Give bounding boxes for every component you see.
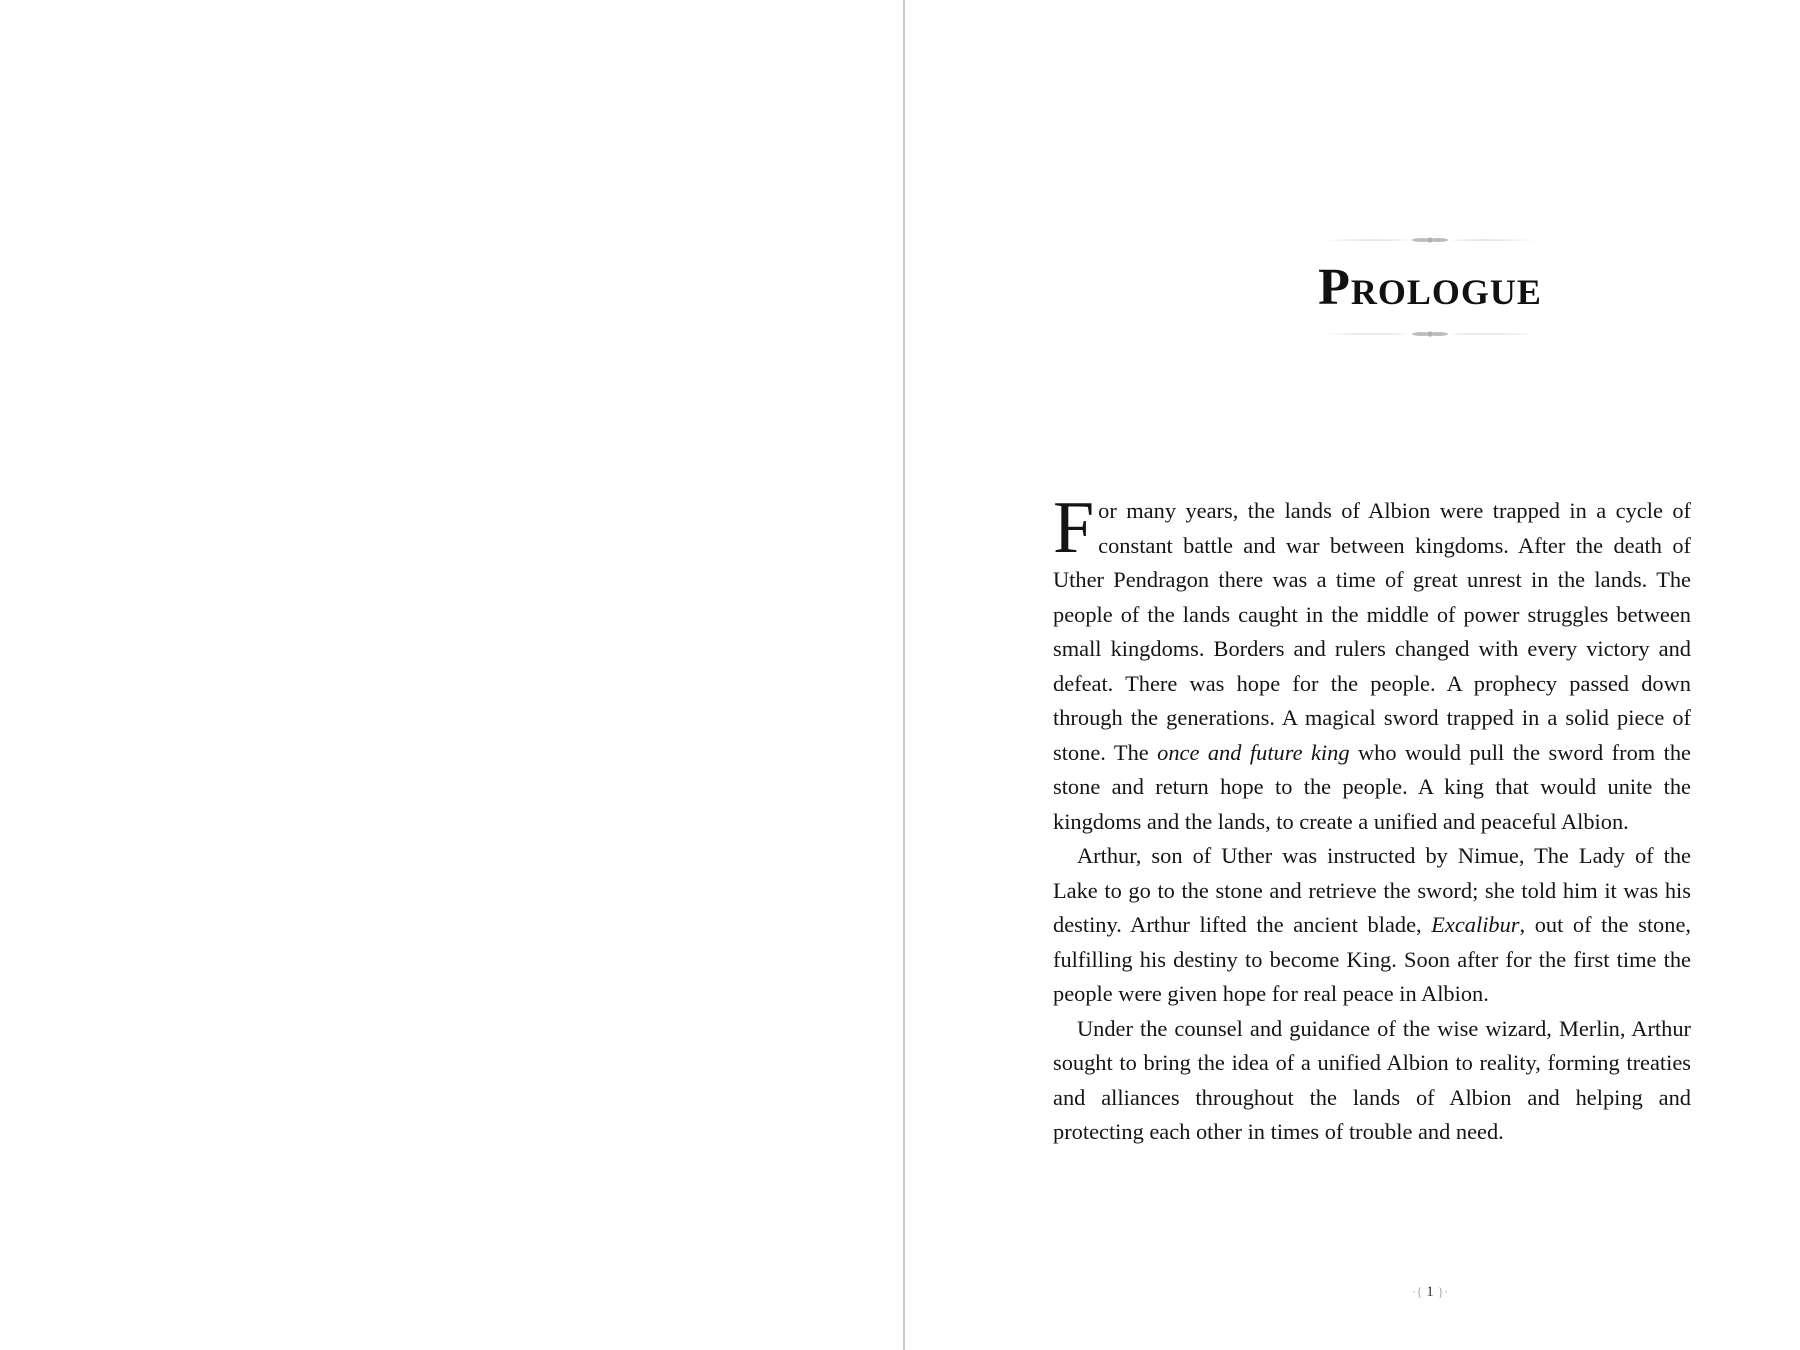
text-run: , out of the stone, fulfilling his destiny to become King. Soon after for the first time the people were given hope for real peace in Albion. [1053, 912, 1691, 1006]
page-number-footer [1345, 1284, 1515, 1301]
prologue-body [1053, 487, 1691, 1150]
italic-text-run: Excalibur [1431, 912, 1520, 937]
italic-text-run: once and future king [1157, 739, 1350, 765]
folio-right-ornament-icon: }· [1437, 1284, 1449, 1299]
paragraph [1053, 487, 1691, 839]
right-page [905, 0, 1800, 1350]
text-run: Under the counsel and guidance of the wise wizard, Merlin, Arthur sought to bring the idea of a unified Albion to reality, forming treaties and alliances throughout the lands of Albion and helping and protecting each other in times of trouble and need. [1053, 1015, 1691, 1144]
paragraph [1053, 839, 1691, 1012]
paragraph [1053, 1012, 1691, 1150]
text-run: Arthur, son of Uther was instructed by Nimue, The Lady of the Lake to go to the stone and retrieve the sword; she told him it was his destiny. Arthur lifted the ancient blade, [1053, 843, 1691, 937]
chapter-heading [1270, 236, 1590, 338]
top-flourish-icon [1325, 236, 1535, 244]
chapter-title: Prologue [1318, 259, 1542, 316]
text-run: who would pull the sword from the stone and return hope to the people. A king that would unite the kingdoms and the lands, to create a unified and peaceful Albion. [1053, 739, 1691, 834]
drop-cap: F [1053, 487, 1095, 569]
text-run: or many years, the lands of Albion were trapped in a cycle of constant battle and war between kingdoms. After the death of Uther Pendragon there was a time of great unrest in the lands. The people of the lands caught in the middle of power struggles between small kingdoms. Borders and rulers changed with every victory and defeat. There was hope for the people. A prophecy passed down through the generations. A magical sword trapped in a solid piece of stone. The [1053, 498, 1691, 765]
page-number: 1 [1426, 1284, 1434, 1300]
bottom-flourish-icon [1325, 330, 1535, 338]
folio-left-ornament-icon: ·{ [1411, 1284, 1423, 1299]
